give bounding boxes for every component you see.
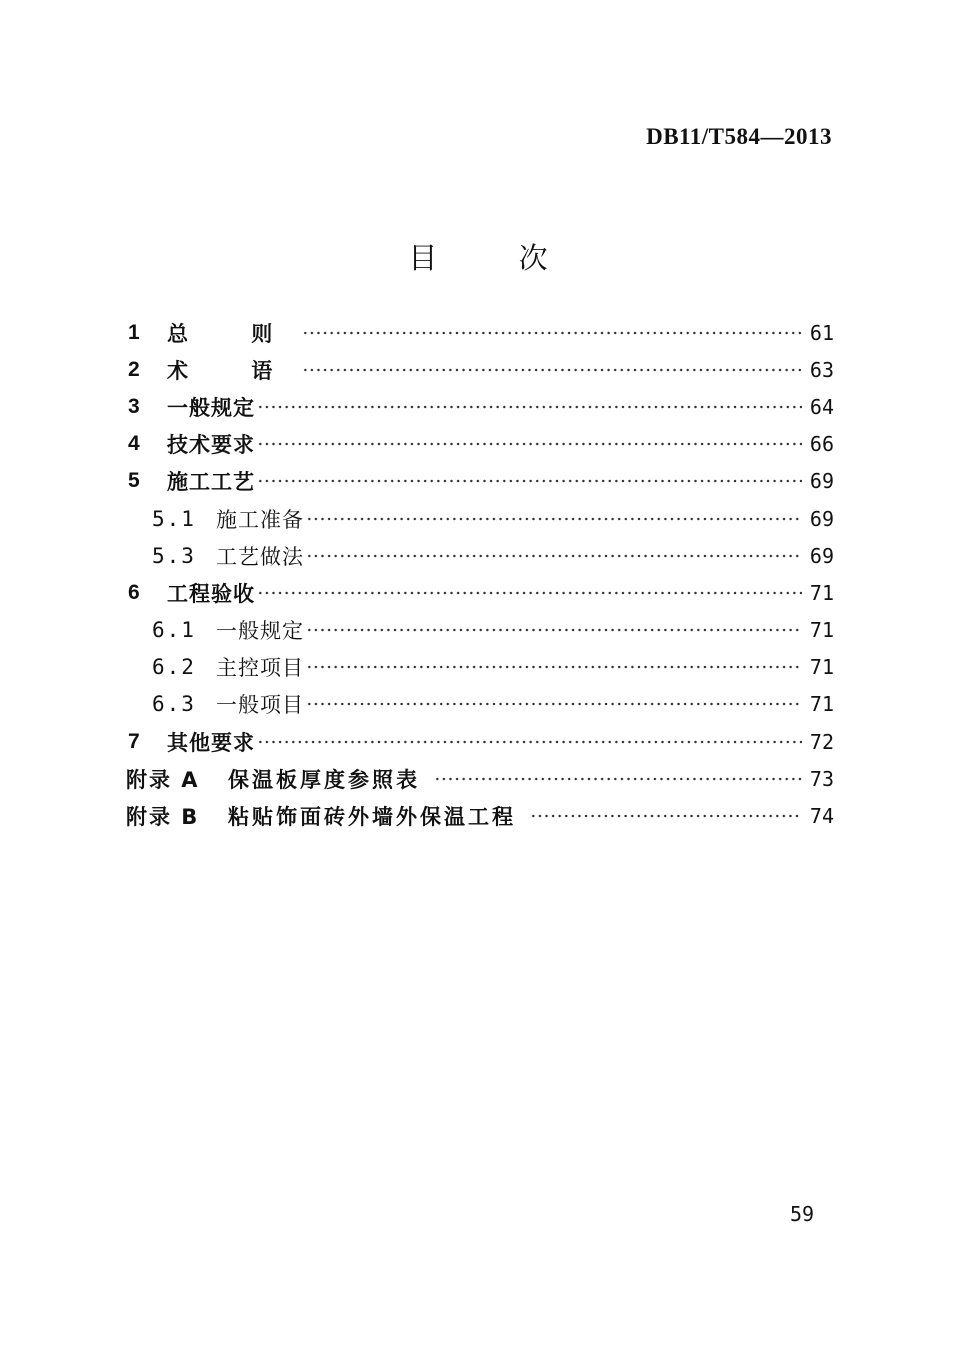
toc-entry-label: 一般规定 [167, 395, 255, 420]
toc-entry-number: 5.3 [152, 543, 196, 568]
toc-entry-label: 总 则 [167, 321, 301, 346]
dot-leader [306, 696, 802, 712]
toc-entry-label: 工艺做法 [216, 544, 304, 569]
toc-entry-number: 6.3 [152, 692, 196, 717]
dot-leader [257, 473, 802, 489]
toc-entry-page: 63 [809, 357, 834, 382]
toc-entry-number: 6.1 [152, 618, 196, 643]
toc-entry-number: 5.1 [152, 506, 196, 531]
toc-entry-number: 6 [128, 580, 140, 604]
page-number: 59 [790, 1202, 815, 1226]
toc-entry-2[interactable] [126, 351, 834, 388]
dot-leader [302, 362, 802, 378]
toc-entry-label: 保温板厚度参照表 [228, 767, 420, 792]
dot-leader [257, 734, 802, 750]
toc-entry-label: 施工工艺 [167, 470, 255, 495]
table-of-contents [126, 314, 834, 835]
dot-leader [302, 325, 802, 341]
toc-entry-number: 附录 A [126, 767, 200, 792]
toc-entry-appendix-b[interactable] [126, 797, 834, 834]
toc-entry-page: 71 [809, 580, 834, 605]
toc-entry-page: 71 [809, 655, 834, 680]
toc-entry-page: 64 [809, 394, 834, 419]
toc-entry-5-1[interactable] [126, 500, 834, 537]
toc-entry-3[interactable] [126, 388, 834, 425]
toc-title: 目 次 [408, 241, 584, 275]
toc-entry-label: 一般项目 [216, 693, 304, 718]
dot-leader [530, 808, 802, 824]
toc-entry-label: 施工准备 [216, 507, 304, 532]
dot-leader [306, 622, 802, 638]
toc-entry-page: 71 [809, 692, 834, 717]
toc-entry-page: 69 [809, 543, 834, 568]
toc-entry-label: 术 语 [167, 358, 301, 383]
toc-entry-7[interactable] [126, 723, 834, 760]
toc-entry-number: 4 [128, 432, 140, 456]
toc-entry-page: 69 [809, 469, 834, 494]
toc-entry-number: 7 [128, 729, 140, 753]
toc-entry-page: 69 [809, 506, 834, 531]
toc-entry-label: 一般规定 [216, 619, 304, 644]
toc-entry-4[interactable] [126, 426, 834, 463]
toc-entry-label: 技术要求 [167, 433, 255, 458]
toc-entry-number: 1 [128, 320, 140, 344]
toc-entry-5[interactable] [126, 463, 834, 500]
toc-entry-number: 附录 B [126, 805, 200, 830]
toc-entry-page: 66 [809, 432, 834, 457]
toc-entry-6-2[interactable] [126, 649, 834, 686]
toc-entry-page: 71 [809, 618, 834, 643]
dot-leader [257, 585, 802, 601]
dot-leader [257, 399, 802, 415]
toc-entry-6[interactable] [126, 574, 834, 611]
toc-entry-number: 5 [128, 469, 140, 493]
dot-leader [257, 436, 802, 452]
standard-code: DB11/T584—2013 [646, 124, 832, 149]
dot-leader [306, 511, 802, 527]
toc-entry-label: 主控项目 [216, 656, 304, 681]
toc-entry-label: 其他要求 [167, 730, 255, 755]
dot-leader [434, 771, 802, 787]
toc-entry-number: 2 [128, 357, 140, 381]
dot-leader [306, 548, 802, 564]
toc-entry-label: 工程验收 [167, 581, 255, 606]
toc-entry-label: 粘贴饰面砖外墙外保温工程 [228, 805, 516, 830]
toc-entry-number: 6.2 [152, 655, 196, 680]
toc-entry-page: 61 [809, 320, 834, 345]
toc-entry-page: 73 [809, 766, 834, 791]
toc-entry-page: 72 [809, 729, 834, 754]
toc-entry-6-1[interactable] [126, 612, 834, 649]
toc-entry-1[interactable] [126, 314, 834, 351]
dot-leader [306, 659, 802, 675]
toc-entry-5-3[interactable] [126, 537, 834, 574]
toc-entry-page: 74 [809, 804, 834, 829]
toc-entry-number: 3 [128, 394, 140, 418]
toc-entry-appendix-a[interactable] [126, 760, 834, 797]
toc-entry-6-3[interactable] [126, 686, 834, 723]
